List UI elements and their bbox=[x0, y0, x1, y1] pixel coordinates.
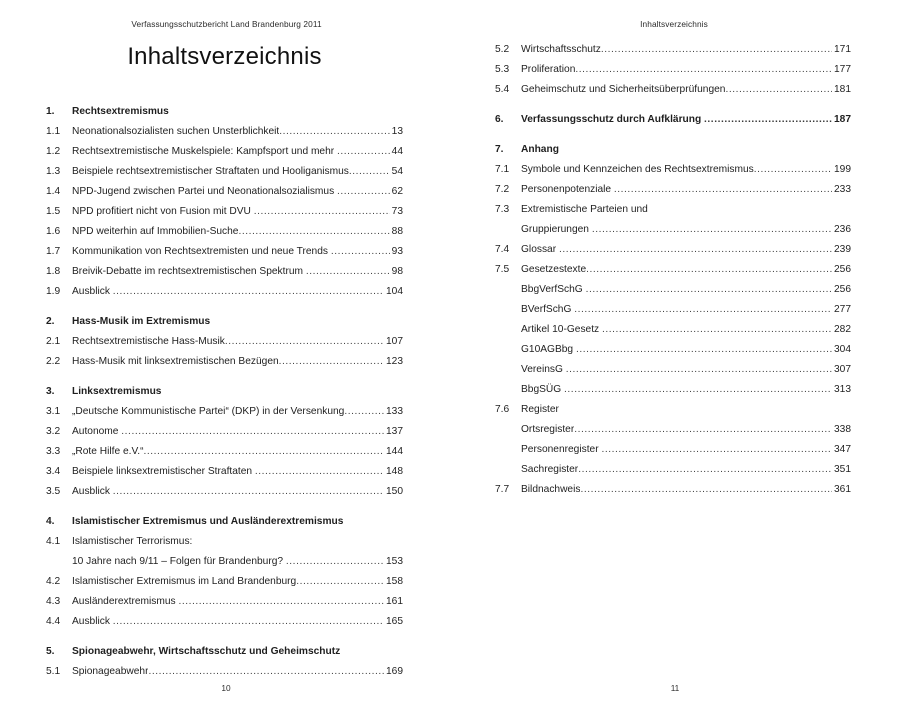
toc-entry-label: Ausblick bbox=[72, 286, 110, 297]
toc-entry-body bbox=[521, 110, 851, 130]
toc-dot-leader bbox=[586, 280, 832, 300]
toc-entry-body bbox=[72, 312, 403, 332]
toc-entry-page-number: 233 bbox=[834, 184, 851, 195]
toc-entry-body bbox=[72, 642, 403, 662]
toc-entry-body bbox=[521, 420, 851, 440]
toc-entry-label: Rechtsextremistische Muskelspiele: Kampfsport und mehr bbox=[72, 146, 335, 157]
toc-entry[interactable] bbox=[495, 240, 851, 260]
toc-entry-number: 7.6 bbox=[495, 404, 510, 415]
toc-entry[interactable] bbox=[495, 110, 851, 130]
toc-entry[interactable] bbox=[46, 592, 403, 612]
toc-entry[interactable] bbox=[495, 200, 851, 220]
toc-entry-body bbox=[72, 262, 403, 282]
toc-entry-page-number: 171 bbox=[834, 44, 851, 55]
toc-entry-body bbox=[521, 380, 851, 400]
toc-entry-body bbox=[72, 462, 403, 482]
toc-dot-leader bbox=[148, 662, 384, 682]
toc-entry-body bbox=[72, 592, 403, 612]
toc-entry-label: BVerfSchG bbox=[521, 304, 572, 315]
toc-dot-leader bbox=[754, 160, 832, 180]
toc-entry[interactable] bbox=[495, 180, 851, 200]
toc-entry-label: Ausblick bbox=[72, 486, 110, 497]
toc-dot-leader bbox=[225, 332, 384, 352]
toc-dot-leader bbox=[574, 420, 832, 440]
toc-entry-page-number: 187 bbox=[834, 114, 851, 125]
toc-dot-leader bbox=[306, 262, 390, 282]
folio-right: 11 bbox=[670, 683, 680, 693]
toc-entry-label: Extremistische Parteien und bbox=[521, 204, 648, 215]
toc-entry-number: 7.2 bbox=[495, 184, 510, 195]
toc-entry[interactable] bbox=[46, 442, 403, 462]
toc-entry[interactable] bbox=[495, 260, 851, 280]
toc-dot-leader bbox=[337, 182, 390, 202]
toc-entry[interactable] bbox=[495, 40, 851, 60]
toc-entry-label: Register bbox=[521, 404, 559, 415]
toc-dot-leader bbox=[238, 222, 389, 242]
toc-entry[interactable] bbox=[46, 612, 403, 632]
toc-entry-number: 1.3 bbox=[46, 166, 61, 177]
toc-entry-number: 1.5 bbox=[46, 206, 61, 217]
toc-entry[interactable] bbox=[495, 280, 851, 300]
toc-entry-body bbox=[521, 260, 851, 280]
toc-entry[interactable] bbox=[46, 262, 403, 282]
toc-entry-number: 3.5 bbox=[46, 486, 61, 497]
toc-entry-page-number: 177 bbox=[834, 64, 851, 75]
toc-entry[interactable] bbox=[495, 400, 851, 420]
toc-entry-body bbox=[72, 552, 403, 572]
toc-dot-leader bbox=[575, 60, 832, 80]
toc-entry[interactable] bbox=[46, 242, 403, 262]
toc-entry-page-number: 144 bbox=[386, 446, 403, 457]
toc-entry-label: Islamistischer Extremismus und Ausländerextremismus bbox=[72, 516, 344, 527]
toc-entry-page-number: 256 bbox=[834, 284, 851, 295]
toc-entry-number: 5.2 bbox=[495, 44, 510, 55]
toc-dot-leader bbox=[331, 242, 390, 262]
toc-entry-body bbox=[521, 160, 851, 180]
toc-entry-body bbox=[72, 162, 403, 182]
toc-dot-leader bbox=[566, 360, 832, 380]
toc-entry-label: Verfassungsschutz durch Aufklärung bbox=[521, 114, 702, 125]
toc-entry-label: G10AGBbg bbox=[521, 344, 574, 355]
toc-entry-number: 4.2 bbox=[46, 576, 61, 587]
toc-entry-number: 4.4 bbox=[46, 616, 61, 627]
toc-entry-body bbox=[521, 80, 851, 100]
toc-entry-label: „Deutsche Kommunistische Partei“ (DKP) in der Versenkung bbox=[72, 406, 345, 417]
toc-dot-leader bbox=[254, 202, 390, 222]
toc-entry-label: Spionageabwehr bbox=[72, 666, 149, 677]
toc-entry-number: 1.2 bbox=[46, 146, 61, 157]
toc-entry-number: 3.2 bbox=[46, 426, 61, 437]
toc-entry-body bbox=[72, 422, 403, 442]
toc-entry-label: Wirtschaftsschutz bbox=[521, 44, 601, 55]
folio-left: 10 bbox=[221, 683, 231, 693]
toc-entry[interactable] bbox=[46, 532, 403, 552]
toc-entry-page-number: 161 bbox=[386, 596, 403, 607]
toc-entry[interactable] bbox=[46, 552, 403, 572]
toc-entry-body bbox=[521, 320, 851, 340]
toc-dot-leader bbox=[601, 40, 832, 60]
toc-entry[interactable] bbox=[495, 380, 851, 400]
toc-dot-leader bbox=[279, 352, 384, 372]
toc-entry-label: Rechtsextremismus bbox=[72, 106, 169, 117]
toc-entry-body bbox=[521, 140, 851, 160]
toc-entry-label: Ausländerextremismus bbox=[72, 596, 176, 607]
toc-entry-body bbox=[72, 662, 403, 682]
toc-entry[interactable] bbox=[46, 122, 403, 142]
toc-entry-page-number: 13 bbox=[391, 126, 403, 137]
toc-entry-number: 1.7 bbox=[46, 246, 61, 257]
toc-dot-leader bbox=[144, 442, 384, 462]
toc-entry[interactable] bbox=[46, 662, 403, 682]
toc-dot-leader bbox=[586, 260, 832, 280]
toc-entry-number: 6. bbox=[495, 114, 504, 125]
toc-entry-page-number: 347 bbox=[834, 444, 851, 455]
toc-entry-body bbox=[72, 222, 403, 242]
toc-entry-body bbox=[521, 180, 851, 200]
running-head-right: Inhaltsverzeichnis bbox=[640, 19, 708, 29]
toc-entry-number: 3.3 bbox=[46, 446, 61, 457]
toc-entry-page-number: 148 bbox=[386, 466, 403, 477]
toc-entry-body bbox=[72, 142, 403, 162]
toc-entry[interactable] bbox=[495, 140, 851, 160]
toc-entry-body bbox=[72, 332, 403, 352]
toc-dot-leader bbox=[296, 572, 384, 592]
toc-entry-number: 5.1 bbox=[46, 666, 61, 677]
toc-entry-page-number: 133 bbox=[386, 406, 403, 417]
toc-entry-page-number: 158 bbox=[386, 576, 403, 587]
toc-entry-label: Glossar bbox=[521, 244, 557, 255]
toc-entry-number: 2.1 bbox=[46, 336, 61, 347]
toc-entry-body bbox=[521, 340, 851, 360]
toc-entry-page-number: 73 bbox=[391, 206, 403, 217]
toc-entry[interactable] bbox=[46, 332, 403, 352]
toc-entry-label: Bildnachweis bbox=[521, 484, 581, 495]
toc-entry[interactable] bbox=[46, 142, 403, 162]
toc-entry[interactable] bbox=[495, 460, 851, 480]
toc-entry-label: Hass-Musik im Extremismus bbox=[72, 316, 211, 327]
toc-entry-page-number: 351 bbox=[834, 464, 851, 475]
toc-entry-body bbox=[521, 240, 851, 260]
toc-entry[interactable] bbox=[495, 60, 851, 80]
toc-entry-label: BbgSÜG bbox=[521, 384, 562, 395]
toc-entry-page-number: 236 bbox=[834, 224, 851, 235]
toc-entry-label: Ausblick bbox=[72, 616, 110, 627]
toc-dot-leader bbox=[178, 592, 384, 612]
toc-entry-page-number: 93 bbox=[391, 246, 403, 257]
toc-entry-body bbox=[521, 40, 851, 60]
toc-entry-body bbox=[521, 480, 851, 500]
toc-dot-leader bbox=[255, 462, 384, 482]
toc-entry-body bbox=[521, 220, 851, 240]
toc-entry-number: 1.8 bbox=[46, 266, 61, 277]
toc-entry[interactable] bbox=[495, 80, 851, 100]
toc-entry-page-number: 277 bbox=[834, 304, 851, 315]
toc-entry-page-number: 88 bbox=[391, 226, 403, 237]
toc-entry-number: 5.3 bbox=[495, 64, 510, 75]
toc-entry-page-number: 181 bbox=[834, 84, 851, 95]
toc-entry-label: BbgVerfSchG bbox=[521, 284, 583, 295]
toc-entry[interactable] bbox=[495, 480, 851, 500]
toc-entry-page-number: 123 bbox=[386, 356, 403, 367]
toc-entry-page-number: 239 bbox=[834, 244, 851, 255]
toc-entry-label: Breivik-Debatte im rechtsextremistischen Spektrum bbox=[72, 266, 303, 277]
toc-entry-number: 4.1 bbox=[46, 536, 61, 547]
toc-dot-leader bbox=[592, 220, 832, 240]
toc-entry-body bbox=[72, 382, 403, 402]
toc-dot-leader bbox=[574, 300, 832, 320]
toc-entry-number: 7.4 bbox=[495, 244, 510, 255]
toc-entry-number: 7. bbox=[495, 144, 504, 155]
toc-entry-number: 4.3 bbox=[46, 596, 61, 607]
toc-dot-leader bbox=[614, 180, 832, 200]
toc-entry[interactable] bbox=[495, 420, 851, 440]
toc-entry-page-number: 256 bbox=[834, 264, 851, 275]
toc-entry[interactable] bbox=[46, 402, 403, 422]
toc-entry-label: Kommunikation von Rechtsextremisten und neue Trends bbox=[72, 246, 328, 257]
toc-dot-leader bbox=[704, 110, 832, 130]
toc-entry[interactable] bbox=[495, 360, 851, 380]
toc-dot-leader bbox=[344, 402, 384, 422]
toc-dot-leader bbox=[121, 422, 384, 442]
toc-entry-number: 7.1 bbox=[495, 164, 510, 175]
toc-entry[interactable] bbox=[46, 282, 403, 302]
toc-entry-body bbox=[72, 242, 403, 262]
toc-entry[interactable] bbox=[46, 202, 403, 222]
toc-entry-number: 3. bbox=[46, 386, 55, 397]
toc-dot-leader bbox=[337, 142, 390, 162]
toc-entry-body bbox=[72, 122, 403, 142]
toc-dot-leader bbox=[564, 380, 832, 400]
toc-entry-label: Personenregister bbox=[521, 444, 599, 455]
toc-entry-page-number: 104 bbox=[386, 286, 403, 297]
toc-entry-label: Personenpotenziale bbox=[521, 184, 612, 195]
toc-entry[interactable] bbox=[46, 512, 403, 532]
toc-entry[interactable] bbox=[495, 220, 851, 240]
toc-entry-label: Geheimschutz und Sicherheitsüberprüfungen bbox=[521, 84, 726, 95]
toc-entry[interactable] bbox=[495, 320, 851, 340]
toc-entry-number: 1.1 bbox=[46, 126, 61, 137]
toc-entry-label: Ortsregister bbox=[521, 424, 575, 435]
toc-entry-label: NPD-Jugend zwischen Partei und Neonationalsozialismus bbox=[72, 186, 335, 197]
toc-entry-page-number: 169 bbox=[386, 666, 403, 677]
toc-entry-label: Neonationalsozialisten suchen Unsterblichkeit bbox=[72, 126, 280, 137]
toc-entry-page-number: 338 bbox=[834, 424, 851, 435]
toc-entry-body bbox=[521, 200, 851, 220]
toc-entry-label: NPD weiterhin auf Immobilien-Suche bbox=[72, 226, 239, 237]
toc-entry-body bbox=[72, 202, 403, 222]
toc-entry[interactable] bbox=[46, 222, 403, 242]
toc-entry-label: Rechtsextremistische Hass-Musik bbox=[72, 336, 225, 347]
toc-entry-number: 5. bbox=[46, 646, 55, 657]
toc-entry-number: 2.2 bbox=[46, 356, 61, 367]
toc-entry-body bbox=[521, 460, 851, 480]
toc-entry[interactable] bbox=[46, 572, 403, 592]
toc-entry[interactable] bbox=[46, 162, 403, 182]
toc-entry-label: Sachregister bbox=[521, 464, 579, 475]
toc-entry-page-number: 150 bbox=[386, 486, 403, 497]
toc-entry[interactable] bbox=[46, 422, 403, 442]
toc-entry[interactable] bbox=[46, 642, 403, 662]
toc-entry-page-number: 62 bbox=[391, 186, 403, 197]
toc-entry-label: „Rote Hilfe e.V.“ bbox=[72, 446, 144, 457]
toc-entry-page-number: 44 bbox=[391, 146, 403, 157]
toc-entry[interactable] bbox=[495, 160, 851, 180]
toc-dot-leader bbox=[578, 460, 832, 480]
toc-entry-page-number: 98 bbox=[391, 266, 403, 277]
toc-entry-page-number: 361 bbox=[834, 484, 851, 495]
toc-dot-leader bbox=[725, 80, 832, 100]
toc-entry-body bbox=[521, 400, 851, 420]
toc-entry-label: Hass-Musik mit linksextremistischen Bezügen bbox=[72, 356, 279, 367]
toc-entry-body bbox=[521, 360, 851, 380]
toc-entry-page-number: 304 bbox=[834, 344, 851, 355]
page-title: Inhaltsverzeichnis bbox=[127, 43, 322, 70]
page-right bbox=[450, 0, 900, 712]
toc-entry-page-number: 54 bbox=[391, 166, 403, 177]
toc-entry-page-number: 107 bbox=[386, 336, 403, 347]
toc-entry-label: Anhang bbox=[521, 144, 559, 155]
toc-entry-body bbox=[72, 282, 403, 302]
toc-entry-body bbox=[72, 532, 403, 552]
toc-dot-leader bbox=[559, 240, 832, 260]
toc-entry-number: 1.4 bbox=[46, 186, 61, 197]
toc-entry-number: 4. bbox=[46, 516, 55, 527]
toc-dot-leader bbox=[113, 482, 384, 502]
toc-entry-page-number: 307 bbox=[834, 364, 851, 375]
toc-entry-body bbox=[521, 440, 851, 460]
toc-dot-leader bbox=[580, 480, 832, 500]
toc-dot-leader bbox=[286, 552, 384, 572]
toc-list-right bbox=[495, 40, 851, 500]
toc-entry-body bbox=[72, 182, 403, 202]
toc-entry[interactable] bbox=[46, 102, 403, 122]
toc-entry-number: 7.5 bbox=[495, 264, 510, 275]
toc-entry-number: 5.4 bbox=[495, 84, 510, 95]
toc-entry-page-number: 199 bbox=[834, 164, 851, 175]
toc-entry-label: Beispiele rechtsextremistischer Straftaten und Hooliganismus bbox=[72, 166, 349, 177]
toc-entry-page-number: 282 bbox=[834, 324, 851, 335]
toc-entry-label: Gesetzestexte bbox=[521, 264, 587, 275]
toc-entry-label: Linksextremismus bbox=[72, 386, 162, 397]
toc-dot-leader bbox=[113, 612, 384, 632]
toc-entry-body bbox=[521, 280, 851, 300]
toc-entry-label: Symbole und Kennzeichen des Rechtsextremismus bbox=[521, 164, 754, 175]
toc-entry-label: NPD profitiert nicht von Fusion mit DVU bbox=[72, 206, 251, 217]
toc-entry-page-number: 137 bbox=[386, 426, 403, 437]
toc-entry-label: Islamistischer Extremismus im Land Brandenburg bbox=[72, 576, 297, 587]
toc-entry-number: 7.7 bbox=[495, 484, 510, 495]
toc-entry-body bbox=[72, 102, 403, 122]
toc-entry-label: Proliferation bbox=[521, 64, 576, 75]
toc-entry-number: 3.4 bbox=[46, 466, 61, 477]
toc-entry-label: Beispiele linksextremistischer Straftaten bbox=[72, 466, 253, 477]
toc-entry-body bbox=[72, 572, 403, 592]
toc-entry-label: Artikel 10-Gesetz bbox=[521, 324, 600, 335]
toc-entry[interactable] bbox=[46, 312, 403, 332]
toc-entry-label: Gruppierungen bbox=[521, 224, 589, 235]
toc-dot-leader bbox=[349, 162, 390, 182]
toc-entry-number: 1.9 bbox=[46, 286, 61, 297]
toc-entry[interactable] bbox=[46, 462, 403, 482]
toc-entry-body bbox=[521, 300, 851, 320]
toc-entry-label: Autonome bbox=[72, 426, 119, 437]
toc-entry-number: 3.1 bbox=[46, 406, 61, 417]
toc-entry[interactable] bbox=[46, 382, 403, 402]
toc-entry-page-number: 313 bbox=[834, 384, 851, 395]
toc-entry-body bbox=[72, 612, 403, 632]
toc-entry-body bbox=[72, 402, 403, 422]
toc-entry-page-number: 165 bbox=[386, 616, 403, 627]
toc-dot-leader bbox=[602, 320, 832, 340]
toc-entry[interactable] bbox=[495, 340, 851, 360]
toc-entry-body bbox=[521, 60, 851, 80]
toc-entry-label: 10 Jahre nach 9/11 – Folgen für Brandenburg? bbox=[72, 556, 284, 567]
toc-entry-body bbox=[72, 512, 403, 532]
toc-entry-number: 1.6 bbox=[46, 226, 61, 237]
toc-entry[interactable] bbox=[46, 482, 403, 502]
toc-entry-label: VereinsG bbox=[521, 364, 563, 375]
toc-entry[interactable] bbox=[495, 300, 851, 320]
toc-entry-number: 1. bbox=[46, 106, 55, 117]
toc-dot-leader bbox=[601, 440, 832, 460]
toc-list-left bbox=[46, 102, 403, 682]
toc-entry-number: 2. bbox=[46, 316, 55, 327]
toc-entry[interactable] bbox=[46, 352, 403, 372]
running-head-left: Verfassungsschutzbericht Land Brandenburg 2011 bbox=[131, 19, 322, 29]
toc-entry[interactable] bbox=[46, 182, 403, 202]
toc-dot-leader bbox=[113, 282, 384, 302]
toc-entry-number: 7.3 bbox=[495, 204, 510, 215]
toc-entry-label: Spionageabwehr, Wirtschaftsschutz und Geheimschutz bbox=[72, 646, 341, 657]
toc-entry-body bbox=[72, 482, 403, 502]
toc-dot-leader bbox=[576, 340, 832, 360]
toc-entry-body bbox=[72, 442, 403, 462]
toc-entry[interactable] bbox=[495, 440, 851, 460]
toc-entry-label: Islamistischer Terrorismus: bbox=[72, 536, 193, 547]
toc-dot-leader bbox=[279, 122, 389, 142]
toc-entry-body bbox=[72, 352, 403, 372]
toc-entry-page-number: 153 bbox=[386, 556, 403, 567]
